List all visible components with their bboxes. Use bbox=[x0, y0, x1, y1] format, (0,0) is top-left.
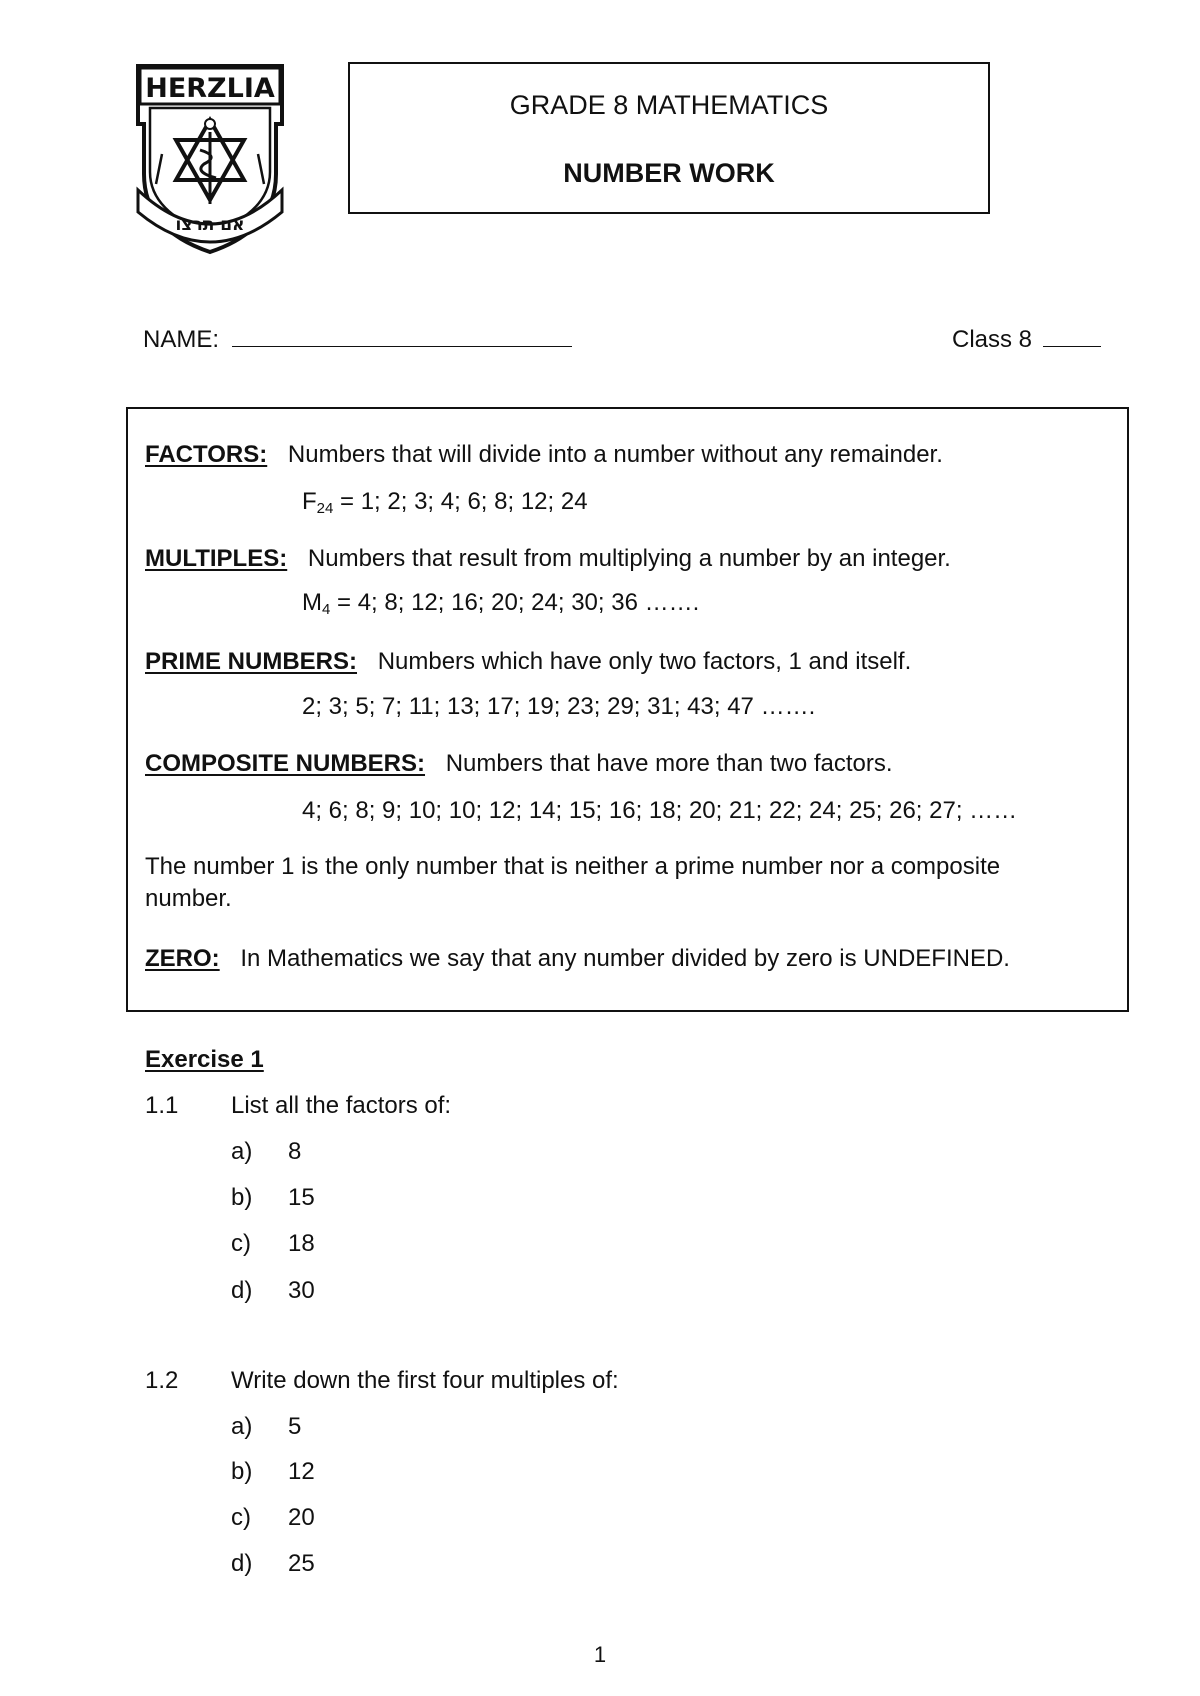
multiples-symbol: M bbox=[302, 589, 322, 616]
list-item-value: 5 bbox=[288, 1413, 302, 1440]
list-item-label: c) bbox=[231, 1230, 251, 1257]
multiples-text: Numbers that result from multiplying a number by an integer. bbox=[307, 545, 951, 572]
primes-example: 2; 3; 5; 7; 11; 13; 17; 19; 23; 29; 31; 43; 47 ……. bbox=[302, 693, 816, 720]
school-crest-logo bbox=[134, 62, 286, 257]
multiples-example bbox=[302, 588, 699, 618]
zero-term: ZERO: bbox=[145, 945, 220, 972]
class-field bbox=[952, 324, 1101, 355]
question-prompt: Write down the first four multiples of: bbox=[231, 1367, 619, 1394]
composites-text: Numbers that have more than two factors. bbox=[445, 750, 893, 777]
page-number: 1 bbox=[593, 1642, 607, 1667]
factors-example bbox=[302, 487, 588, 517]
composites-term: COMPOSITE NUMBERS: bbox=[145, 750, 426, 777]
multiples-values: = 4; 8; 12; 16; 20; 24; 30; 36 ……. bbox=[330, 589, 700, 616]
factors-symbol: F bbox=[302, 488, 317, 515]
exercise-title bbox=[145, 1045, 264, 1075]
composites-example: 4; 6; 8; 9; 10; 10; 12; 14; 15; 16; 18; 20; 21; 22; 24; 25; 26; 27; …… bbox=[302, 797, 1018, 824]
question-number: 1.1 bbox=[145, 1092, 179, 1119]
primes-definition bbox=[145, 647, 911, 677]
zero-text: In Mathematics we say that any number divided by zero is UNDEFINED. bbox=[240, 945, 1010, 972]
subject-title: GRADE 8 MATHEMATICS bbox=[509, 90, 829, 120]
list-item-label: b) bbox=[231, 1458, 253, 1485]
list-item-value: 8 bbox=[288, 1138, 302, 1165]
list-item-label: c) bbox=[231, 1504, 251, 1531]
crest-motto: אם תרצו bbox=[175, 215, 245, 235]
crest-label: HERZLIA bbox=[145, 73, 275, 104]
primes-text: Numbers which have only two factors, 1 and itself. bbox=[377, 648, 912, 675]
list-item-label: d) bbox=[231, 1550, 253, 1577]
name-label: NAME: bbox=[143, 326, 220, 353]
list-item-value: 12 bbox=[288, 1458, 315, 1485]
class-blank[interactable] bbox=[1043, 324, 1101, 347]
class-label: Class 8 bbox=[952, 326, 1033, 353]
list-item-value: 20 bbox=[288, 1504, 315, 1531]
factors-text: Numbers that will divide into a number without any remainder. bbox=[287, 441, 943, 468]
name-blank[interactable] bbox=[232, 324, 572, 347]
factors-definition bbox=[145, 440, 943, 470]
exercise-title-text: Exercise 1 bbox=[145, 1046, 264, 1073]
composites-definition bbox=[145, 749, 893, 779]
number-one-note: The number 1 is the only number that is neither a prime number nor a composite bbox=[145, 853, 1001, 880]
name-field bbox=[143, 324, 572, 355]
list-item-value: 30 bbox=[288, 1277, 315, 1304]
question-prompt: List all the factors of: bbox=[231, 1092, 452, 1119]
list-item-value: 15 bbox=[288, 1184, 315, 1211]
zero-definition bbox=[145, 944, 1010, 974]
question-number: 1.2 bbox=[145, 1367, 179, 1394]
list-item-label: b) bbox=[231, 1184, 253, 1211]
title-box bbox=[348, 62, 990, 214]
factors-subscript: 24 bbox=[316, 500, 334, 517]
number-one-note-cont: number. bbox=[145, 885, 232, 912]
factors-term: FACTORS: bbox=[145, 441, 268, 468]
factors-values: = 1; 2; 3; 4; 6; 8; 12; 24 bbox=[333, 488, 588, 515]
list-item-value: 25 bbox=[288, 1550, 315, 1577]
primes-term: PRIME NUMBERS: bbox=[145, 648, 358, 675]
list-item-label: a) bbox=[231, 1138, 253, 1165]
list-item-value: 18 bbox=[288, 1230, 315, 1257]
topic-title: NUMBER WORK bbox=[563, 158, 775, 188]
list-item-label: a) bbox=[231, 1413, 253, 1440]
multiples-subscript: 4 bbox=[322, 601, 331, 618]
list-item-label: d) bbox=[231, 1277, 253, 1304]
multiples-definition bbox=[145, 544, 951, 574]
multiples-term: MULTIPLES: bbox=[145, 545, 288, 572]
